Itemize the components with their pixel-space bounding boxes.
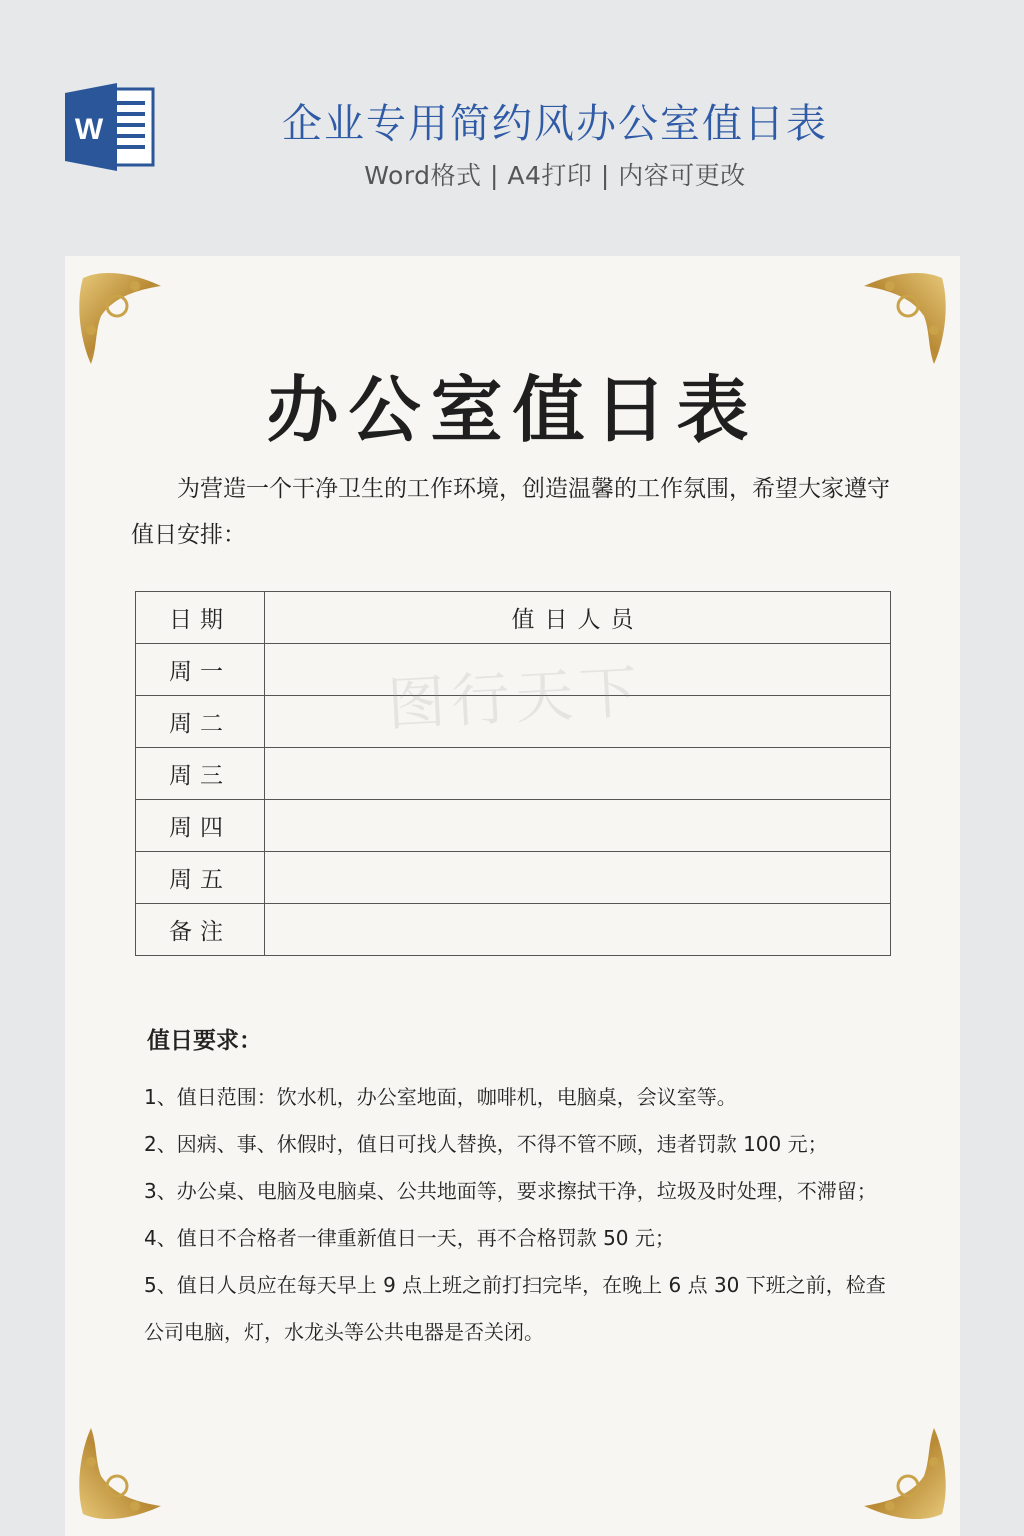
list-item: 1、值日范围：饮水机，办公室地面，咖啡机，电脑桌，会议室等。	[144, 1085, 737, 1109]
list-item: 4、值日不合格者一律重新值日一天，再不合格罚款 50 元；	[144, 1226, 675, 1250]
document-page	[65, 256, 960, 1536]
list-item: 3、办公桌、电脑及电脑桌、公共地面等，要求擦拭干净，垃圾及时处理，不滞留；	[144, 1179, 877, 1203]
requirements-list	[144, 1074, 894, 1356]
table-row	[136, 852, 891, 904]
row-staff[interactable]	[265, 852, 891, 904]
table-row	[136, 748, 891, 800]
table-header-row	[136, 592, 891, 644]
list-item: 5、值日人员应在每天早上 9 点上班之前打扫完毕，在晚上 6 点 30 下班之前，检查公司电脑，灯，水龙头等公共电器是否关闭。	[144, 1273, 886, 1344]
table-row	[136, 904, 891, 956]
row-day: 周四	[136, 800, 265, 852]
duty-table	[135, 591, 891, 956]
word-icon-letter: W	[74, 113, 104, 146]
corner-ornament-bottom-left	[79, 1428, 161, 1519]
row-staff[interactable]	[265, 748, 891, 800]
row-staff[interactable]	[265, 800, 891, 852]
document-title: 办公室值日表	[266, 368, 759, 452]
header-staff: 值日人员	[265, 592, 891, 644]
row-day: 备注	[136, 904, 265, 956]
watermark: 图行天下	[385, 657, 645, 739]
page-subtitle: Word格式 | A4打印 | 内容可更改	[364, 161, 746, 190]
intro-paragraph: 为营造一个干净卫生的工作环境，创造温馨的工作氛围，希望大家遵守值日安排：	[131, 476, 890, 548]
word-icon	[65, 83, 157, 171]
row-day: 周二	[136, 696, 265, 748]
requirements-heading: 值日要求：	[147, 1028, 262, 1054]
row-staff[interactable]	[265, 904, 891, 956]
row-day: 周三	[136, 748, 265, 800]
header-date: 日期	[136, 592, 265, 644]
page-title: 企业专用简约风办公室值日表	[282, 101, 828, 147]
header	[0, 0, 1024, 256]
corner-ornament-bottom-right	[864, 1428, 946, 1519]
row-day: 周五	[136, 852, 265, 904]
list-item: 2、因病、事、休假时，值日可找人替换，不得不管不顾，违者罚款 100 元；	[144, 1132, 828, 1156]
corner-ornament-top-left	[79, 273, 161, 364]
corner-ornament-top-right	[864, 273, 946, 364]
row-day: 周一	[136, 644, 265, 696]
table-row	[136, 800, 891, 852]
